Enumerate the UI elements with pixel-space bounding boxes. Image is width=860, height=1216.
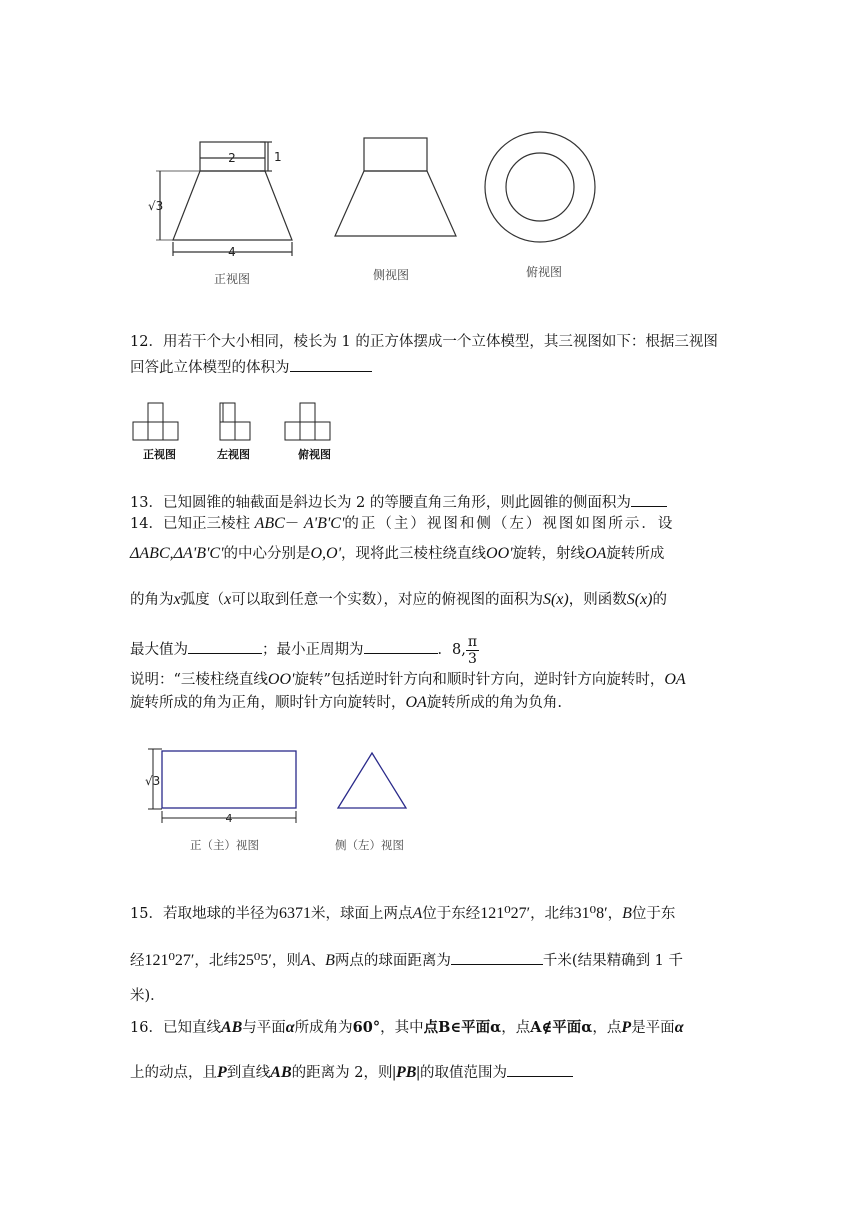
note-axis: OO'	[267, 671, 295, 688]
top-view-inner-circle	[506, 153, 574, 221]
q14-prism-views-figure	[140, 745, 420, 825]
front-view-rectangle	[162, 751, 296, 808]
q15-text: ，则	[271, 953, 301, 969]
q14-text: 弧度（	[180, 592, 225, 608]
caption-cube-front: 正视图	[143, 448, 176, 461]
q16-point-b-in-plane: 点B∈平面α	[423, 1019, 502, 1036]
side-view-triangle	[338, 753, 406, 808]
q15-text: 位于东经	[422, 906, 481, 922]
q14-abc: ABC	[254, 515, 285, 532]
side-view-top-block	[364, 138, 427, 171]
q14-dash: －	[284, 516, 300, 532]
q14-line1	[130, 514, 674, 534]
q14-x: x	[173, 591, 181, 608]
q14-line3	[130, 590, 667, 610]
q12-answer-blank	[290, 357, 372, 372]
caption-cube-top: 俯视图	[298, 448, 331, 461]
dim-bottom-label: 4	[228, 245, 236, 259]
q14-ray: OA	[585, 545, 607, 562]
q15-text: ，北纬	[194, 953, 238, 969]
q14-text: 的	[652, 592, 667, 608]
caption-prism-side: 侧（左）视图	[335, 838, 404, 852]
q15-point-a: A	[300, 952, 311, 969]
side-view-frustum	[335, 171, 456, 236]
note-ray: OA	[664, 671, 686, 688]
q15-line3: 米)．	[130, 988, 165, 1004]
front-view-frustum	[173, 171, 292, 240]
q14-centers: O,O'	[310, 545, 342, 562]
q14-answer: 8,	[452, 642, 466, 658]
q16-alpha: α	[674, 1019, 684, 1036]
q14-text: 旋转所成	[606, 546, 665, 562]
q16-angle: 60°	[352, 1019, 381, 1036]
q14-text: 的正（主）视图和侧（左）视图如图所示．设	[344, 516, 675, 532]
q14-text: 的中心分别是	[223, 546, 311, 562]
top-view-outer-circle	[485, 132, 595, 242]
caption-front-view: 正视图	[214, 272, 251, 286]
q15-line2	[130, 950, 683, 971]
caption-top-view: 俯视图	[526, 265, 563, 279]
q14-text: 14．已知正三棱柱	[130, 516, 250, 532]
q15-text: 位于东	[631, 906, 676, 922]
dim-left-label: √3	[148, 199, 164, 213]
q14-sx: S(x)	[626, 591, 653, 608]
q15-text: 经	[130, 953, 145, 969]
q14-line4	[130, 630, 479, 670]
q16-point-a-not-in-plane: A∉平面α	[530, 1019, 593, 1036]
prism-dim-bottom-label: 4	[225, 812, 233, 825]
dim-right-label: 1	[274, 150, 282, 164]
q15-text: 米，球面上两点	[310, 906, 413, 922]
q15-point-b: B	[325, 952, 335, 969]
q15-longitude-b: 121⁰27′	[144, 952, 195, 969]
q13-answer-blank	[631, 492, 667, 507]
q14-text: ；最小正周期为	[262, 642, 364, 658]
q14-text: ．	[437, 642, 452, 658]
q15-text: 15．若取地球的半径为	[130, 906, 279, 922]
q16-abs-pb: |PB|	[392, 1064, 420, 1081]
note-text: 旋转所成的角为负角.	[426, 695, 562, 711]
q14-text: 的角为	[130, 592, 174, 608]
q15-text: ，北纬	[530, 906, 574, 922]
q15-line1	[130, 904, 675, 924]
dim-top-label: 2	[228, 151, 236, 165]
q14-note-line1	[130, 670, 686, 690]
q14-a1b1c1: A'B'C'	[303, 515, 345, 532]
q15-radius: 6371	[278, 905, 311, 922]
q16-text: ，点	[592, 1020, 622, 1036]
note-ray: OA	[405, 694, 427, 711]
q15-text: 、	[310, 953, 326, 969]
q16-text: 所成角为	[294, 1020, 353, 1036]
q12-text: 回答此立体模型的体积为	[130, 360, 290, 376]
q14-sx: S(x)	[542, 591, 569, 608]
caption-cube-left: 左视图	[217, 448, 250, 461]
q16-text: 到直线	[226, 1065, 271, 1081]
q14-period-blank	[364, 639, 438, 654]
q12-cube-views-figure	[130, 400, 340, 444]
q14-answer-fraction	[466, 634, 479, 667]
q14-text: 可以取到任意一个实数），对应的俯视图的面积为	[231, 592, 543, 608]
fraction-denominator: 3	[467, 650, 477, 667]
q16-point-p: P	[621, 1019, 632, 1036]
q14-text: 旋转，射线	[512, 546, 586, 562]
q15-text: 两点的球面距离为	[334, 953, 451, 969]
caption-side-view: 侧视图	[373, 268, 410, 282]
q15-point-a: A	[412, 905, 423, 922]
q14-text: ，则函数	[568, 592, 627, 608]
fraction-numerator: π	[467, 633, 478, 650]
q16-text: 的距离为 2，则	[291, 1065, 393, 1081]
q15-longitude-a: 121⁰27′	[480, 905, 531, 922]
q14-text: 最大值为	[130, 642, 188, 658]
q14-max-blank	[188, 639, 262, 654]
q16-text: 是平面	[631, 1020, 675, 1036]
q16-line-ab: AB	[220, 1019, 243, 1036]
q15-latitude-a: 31⁰8′	[573, 905, 608, 922]
q15-latitude-b: 25⁰5′	[237, 952, 272, 969]
q14-triangles: ΔABC,ΔA'B'C'	[130, 545, 224, 562]
q15-text: 千米(结果精确到 1 千	[542, 953, 684, 969]
q16-text: ，其中	[380, 1020, 424, 1036]
q14-axis: OO'	[486, 545, 513, 562]
q14-x: x	[224, 591, 232, 608]
q16-line-ab: AB	[270, 1064, 292, 1081]
q16-text: 16．已知直线	[130, 1020, 221, 1036]
q16-answer-blank	[507, 1062, 573, 1077]
q15-text: ，	[607, 906, 623, 922]
note-text: 说明：“三棱柱绕直线	[130, 672, 268, 688]
q16-line1	[130, 1018, 684, 1038]
note-text: 旋转所成的角为正角，顺时针方向旋转时，	[130, 695, 406, 711]
q16-text: ，点	[501, 1020, 531, 1036]
q13-text: 13．已知圆锥的轴截面是斜边长为 2 的等腰直角三角形，则此圆锥的侧面积为	[130, 495, 631, 511]
q14-note-line2	[130, 693, 562, 713]
q12-line1: 12．用若干个大小相同，棱长为 1 的正方体摆成一个立体模型，其三视图如下：根据三视图	[130, 334, 718, 350]
q16-text: 与平面	[242, 1020, 286, 1036]
q15-point-b: B	[622, 905, 632, 922]
note-text: 旋转”包括逆时针方向和顺时针方向，逆时针方向旋转时，	[294, 672, 665, 688]
caption-prism-front: 正（主）视图	[190, 838, 259, 852]
q16-line2	[130, 1062, 573, 1083]
q16-text: 的取值范围为	[419, 1065, 507, 1081]
q13-line	[130, 492, 667, 513]
q16-point-p: P	[217, 1064, 227, 1081]
q16-alpha: α	[285, 1019, 295, 1036]
q14-line2	[130, 544, 664, 564]
prism-dim-left-label: √3	[145, 774, 161, 788]
q15-answer-blank	[451, 950, 543, 965]
q12-line2	[130, 357, 372, 378]
q14-text: ，现将此三棱柱绕直线	[341, 546, 487, 562]
q16-text: 上的动点，且	[130, 1065, 217, 1081]
